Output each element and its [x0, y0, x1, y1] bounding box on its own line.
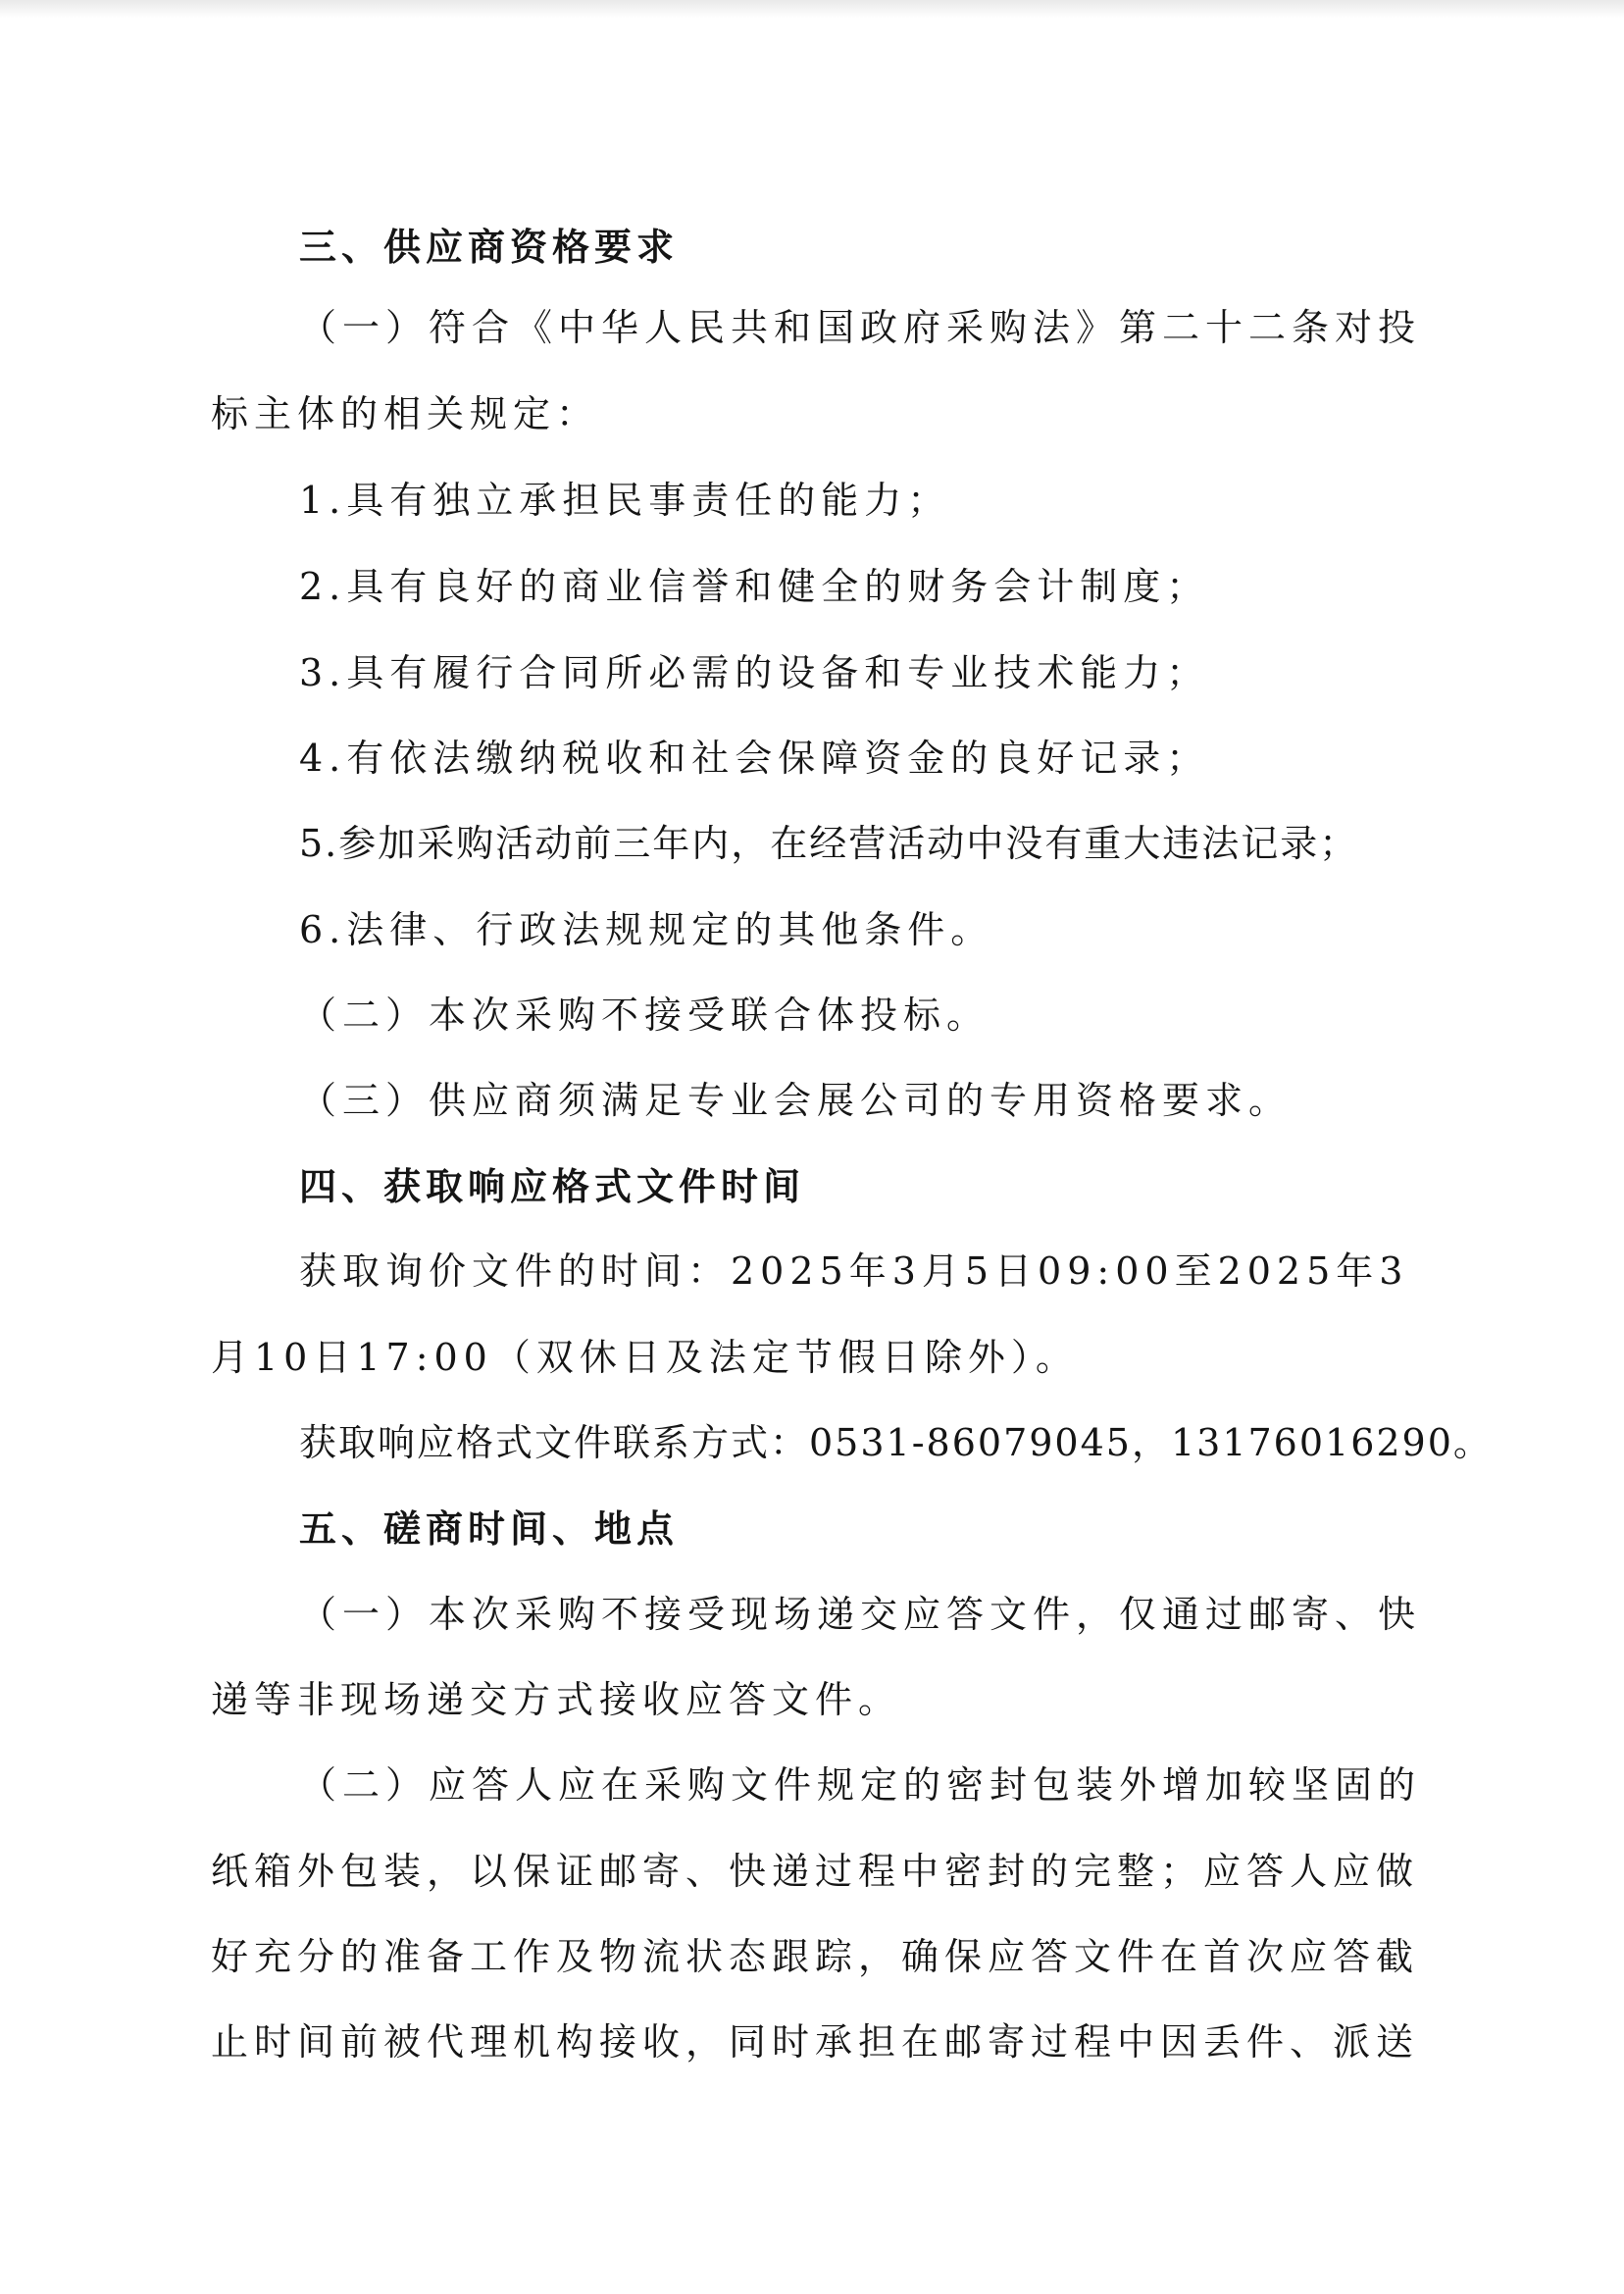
section-5-item-2-line-3: 好充分的准备工作及物流状态跟踪，确保应答文件在首次应答截	[211, 1935, 1420, 1978]
section-3-item-3: （三）供应商须满足专业会展公司的专用资格要求。	[299, 1079, 1293, 1122]
condition-4: 4.有依法缴纳税收和社会保障资金的良好记录；	[299, 737, 1210, 780]
section-3-item-2: （二）本次采购不接受联合体投标。	[299, 994, 990, 1037]
section-4-heading: 四、获取响应格式文件时间	[299, 1165, 806, 1208]
condition-5: 5.参加采购活动前三年内，在经营活动中没有重大违法记录；	[299, 822, 1359, 865]
section-4-time-line-1: 获取询价文件的时间：2025年3月5日09:00至2025年3	[299, 1249, 1409, 1293]
condition-2: 2.具有良好的商业信誉和健全的财务会计制度；	[299, 565, 1210, 608]
condition-1: 1.具有独立承担民事责任的能力；	[299, 479, 951, 522]
section-3-heading: 三、供应商资格要求	[299, 226, 680, 269]
section-4-time-line-2: 月10日17:00（双休日及法定节假日除外）。	[211, 1336, 1079, 1379]
section-5-item-2-line-1: （二）应答人应在采购文件规定的密封包装外增加较坚固的	[299, 1763, 1422, 1807]
section-5-item-2-line-2: 纸箱外包装，以保证邮寄、快递过程中密封的完整；应答人应做	[211, 1850, 1420, 1893]
section-5-item-1-line-1: （一）本次采购不接受现场递交应答文件，仅通过邮寄、快	[299, 1593, 1422, 1636]
section-5-heading: 五、磋商时间、地点	[299, 1507, 680, 1551]
section-5-item-2-line-4: 止时间前被代理机构接收，同时承担在邮寄过程中因丢件、派送	[211, 2020, 1420, 2064]
condition-6: 6.法律、行政法规规定的其他条件。	[299, 908, 994, 951]
section-5-item-1-line-2: 递等非现场递交方式接收应答文件。	[211, 1678, 902, 1721]
section-4-contact: 获取响应格式文件联系方式：0531-86079045，13176016290。	[299, 1421, 1493, 1464]
section-3-item-1-line-1: （一）符合《中华人民共和国政府采购法》第二十二条对投	[299, 306, 1422, 349]
section-3-item-1-line-2: 标主体的相关规定：	[211, 392, 600, 435]
condition-3: 3.具有履行合同所必需的设备和专业技术能力；	[299, 651, 1210, 694]
